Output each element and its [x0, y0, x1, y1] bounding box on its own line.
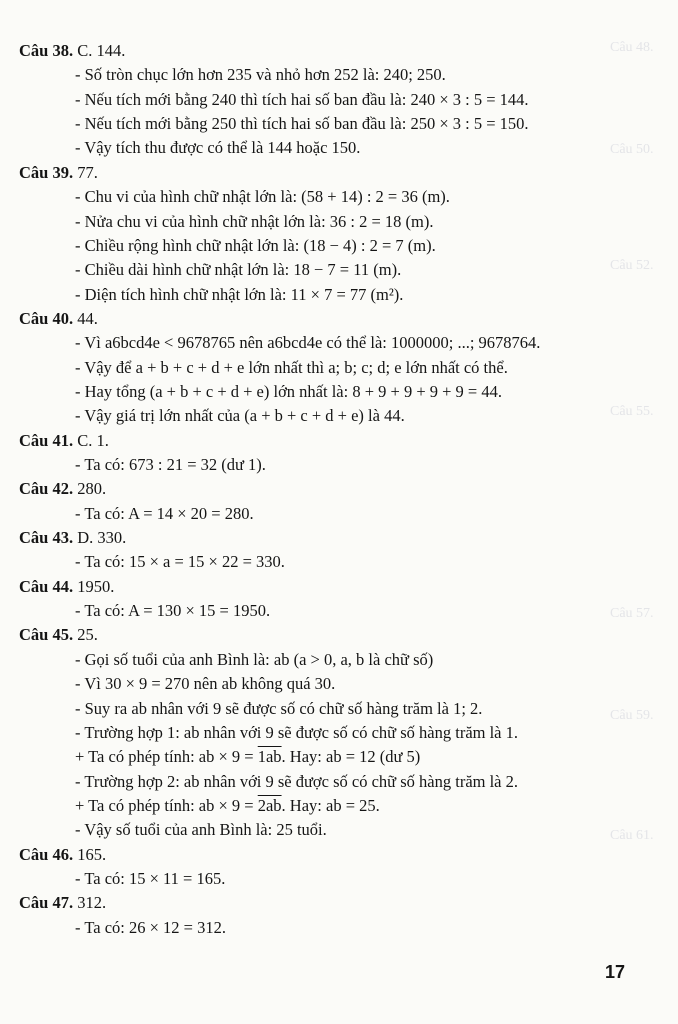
answer-value: 312. — [73, 893, 107, 913]
answer-heading — [19, 625, 98, 645]
bleed-through-text: Câu 59. — [610, 708, 654, 723]
solution-step: - Vậy giá trị lớn nhất của (a + b + c + d + e) là 44. — [75, 406, 405, 426]
solution-step: - Nếu tích mới bằng 240 thì tích hai số ban đầu là: 240 × 3 : 5 = 144. — [75, 89, 529, 109]
solution-step: - Số tròn chục lớn hơn 235 và nhỏ hơn 252 là: 240; 250. — [75, 65, 446, 85]
solution-step: - Vì 30 × 9 = 270 nên ab không quá 30. — [75, 674, 336, 694]
answer-value: C. 1. — [73, 430, 109, 450]
overlined-number: 2ab — [257, 795, 282, 815]
solution-step: - Ta có: 673 : 21 = 32 (dư 1). — [75, 455, 266, 474]
answer-value: 1950. — [73, 576, 115, 596]
bleed-through-text: Câu 48. — [610, 40, 654, 55]
bleed-through-text: Câu 55. — [610, 404, 654, 419]
answer-value: D. 330. — [73, 528, 127, 547]
answer-heading — [19, 309, 98, 329]
answer-value: 165. — [73, 844, 107, 864]
solution-step: - Ta có: 15 × 11 = 165. — [75, 868, 226, 888]
step-text: + Ta có phép tính: ab × 9 = — [75, 747, 258, 767]
solution-step: - Nửa chu vi của hình chữ nhật lớn là: 36 : 2 = 18 (m). — [75, 211, 434, 231]
solution-step — [75, 796, 380, 816]
overlined-number: 1ab — [257, 747, 282, 767]
answer-value: 44. — [73, 308, 98, 328]
question-label: Câu 41. — [19, 430, 74, 450]
question-label: Câu 45. — [19, 625, 74, 645]
solution-step: - Trường hợp 1: ab nhân với 9 sẽ được số có chữ số hàng trăm là 1. — [75, 722, 519, 742]
solution-step: - Suy ra ab nhân với 9 sẽ được số có chữ số hàng trăm là 1; 2. — [75, 698, 483, 718]
answer-heading — [19, 528, 126, 548]
solution-step: - Gọi số tuổi của anh Bình là: ab (a > 0, a, b là chữ số) — [75, 649, 434, 669]
solution-step: - Vậy để a + b + c + d + e lớn nhất thì a; b; c; d; e lớn nhất có thể. — [75, 357, 508, 377]
answer-heading — [19, 845, 106, 865]
solution-step: - Vậy số tuổi của anh Bình là: 25 tuổi. — [75, 820, 327, 840]
question-label: Câu 39. — [19, 162, 74, 182]
question-label: Câu 42. — [19, 479, 74, 499]
step-text: . Hay: ab = 25. — [281, 795, 380, 815]
solution-step — [75, 747, 420, 767]
solution-step: - Ta có: A = 14 × 20 = 280. — [75, 503, 254, 523]
solution-step: - Hay tổng (a + b + c + d + e) lớn nhất là: 8 + 9 + 9 + 9 + 9 = 44. — [75, 381, 502, 401]
answer-heading — [19, 41, 125, 61]
answer-heading — [19, 479, 106, 499]
solution-step: - Chiều rộng hình chữ nhật lớn là: (18 − 4) : 2 = 7 (m). — [75, 235, 436, 255]
solution-step: - Ta có: 26 × 12 = 312. — [75, 917, 226, 937]
bleed-through-text: Câu 57. — [610, 606, 654, 621]
bleed-through-text: Câu 52. — [610, 258, 654, 273]
solution-step: - Ta có: A = 130 × 15 = 1950. — [75, 601, 271, 621]
step-text: + Ta có phép tính: ab × 9 = — [75, 795, 258, 815]
page-number: 17 — [605, 962, 626, 982]
answer-heading — [19, 431, 109, 451]
answer-value: 280. — [73, 479, 107, 499]
step-text: . Hay: ab = 12 (dư 5) — [281, 747, 421, 767]
question-label: Câu 40. — [19, 308, 74, 328]
solution-step: - Ta có: 15 × a = 15 × 22 = 330. — [75, 552, 285, 572]
solution-step: - Vậy tích thu được có thể là 144 hoặc 150. — [75, 138, 361, 158]
solution-step: - Nếu tích mới bằng 250 thì tích hai số ban đầu là: 250 × 3 : 5 = 150. — [75, 114, 529, 134]
bleed-through-text: Câu 50. — [610, 142, 654, 157]
solution-step: - Chiều dài hình chữ nhật lớn là: 18 − 7 = 11 (m). — [75, 260, 402, 280]
answer-value: 25. — [73, 625, 98, 645]
answer-heading — [19, 577, 114, 597]
question-label: Câu 38. — [19, 41, 74, 60]
solution-step: - Diện tích hình chữ nhật lớn là: 11 × 7 = 77 (m²). — [75, 284, 404, 304]
answer-value: 77. — [73, 162, 98, 182]
question-label: Câu 43. — [19, 528, 74, 547]
answer-value: C. 144. — [73, 41, 126, 60]
question-label: Câu 44. — [19, 576, 74, 596]
solution-step: - Vì a6bcd4e < 9678765 nên a6bcd4e có thể là: 1000000; ...; 9678764. — [75, 333, 541, 353]
answer-heading — [19, 893, 106, 913]
solution-step: - Chu vi của hình chữ nhật lớn là: (58 + 14) : 2 = 36 (m). — [75, 187, 450, 207]
answer-heading — [19, 163, 98, 183]
bleed-through-text: Câu 61. — [610, 828, 654, 843]
question-label: Câu 46. — [19, 844, 74, 864]
question-label: Câu 47. — [19, 893, 74, 913]
solution-step: - Trường hợp 2: ab nhân với 9 sẽ được số có chữ số hàng trăm là 2. — [75, 771, 519, 791]
